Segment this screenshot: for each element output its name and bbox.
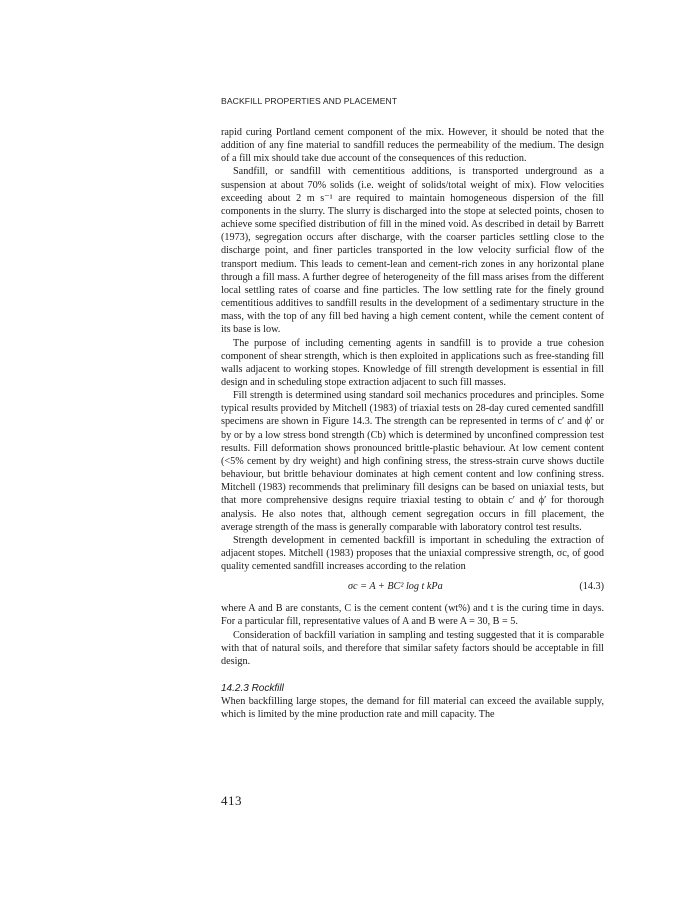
paragraph-1: rapid curing Portland cement component of the mix. However, it should be noted that the addition of any fine material to sandfill reduces the permeability of the medium. The design of a fill mix should take due account of the consequences of this reduction. [221, 127, 604, 165]
subsection-heading: 14.2.3 Rockfill [221, 683, 284, 695]
running-head: BACKFILL PROPERTIES AND PLACEMENT [221, 96, 398, 106]
paragraph-8: When backfilling large stopes, the demand for fill material can exceed the available supply, which is limited by the mine production rate and mill capacity. The [221, 696, 604, 721]
paragraph-6: where A and B are constants, C is the cement content (wt%) and t is the curing time in days. For a particular fill, representative values of A and B were A = 30, B = 5. [221, 603, 604, 628]
paragraph-2: Sandfill, or sandfill with cementitious additions, is transported underground as a suspension at about 70% solids (i.e. weight of solids/total weight of mix). Flow velocities exceeding about 2 m s⁻¹ are required to maintain homogeneous dispersion of the fill components in the slurry. The slurry is discharged into the stope at selected points, chosen to achieve some specified distribution of fill in the mined void. As described in detail by Barrett (1973), segregation occurs after discharge, with the coarser particles settling close to the discharge point, and finer particles transported in the low velocity surficial flow of the transport medium. This leads to cement-lean and cement-rich zones in any horizontal plane through a fill mass. A further degree of heterogeneity of the fill mass arises from the different local settling rates of coarse and fine particles. The low settling rate for the finely ground cementitious additives to sandfill results in the development of a sedimentary structure in the mass, with the top of any fill bed having a high cement content, while the cement content of its base is low. [221, 166, 604, 336]
paragraph-4: Fill strength is determined using standard soil mechanics procedures and principles. Some typical results provided by Mitchell (1983) of triaxial tests on 28-day cured cemented sandfill specimens are shown in Figure 14.3. The strength can be represented in terms of c′ and ϕ′ or by or by a low stress bond strength (Cb) which is determined by unconfined compression test results. Fill deformation shows pronounced brittle-plastic behaviour. At low cement content (<5% cement by dry weight) and high confining stress, the stress-strain curve shows ductile behaviour, but brittle behaviour dominates at high cement content and low confining stress. Mitchell (1983) recommends that preliminary fill designs can be based on uniaxial tests, but that more comprehensive designs require triaxial testing to obtain c′ and ϕ′ for thorough analysis. He also notes that, although cement segregation occurs in fill placement, the average strength of the mass is generally comparable with laboratory control test results. [221, 390, 604, 533]
body-text [221, 126, 604, 722]
paragraph-3: The purpose of including cementing agents in sandfill is to provide a true cohesion component of shear strength, which is then exploited in applications such as free-standing fill walls adjacent to working stopes. Knowledge of fill strength development is essential in fill design and in scheduling stope extraction adjacent to such fill masses. [221, 337, 604, 388]
equation-14-3 [221, 580, 604, 594]
equation-expression: σc = A + BC² log t kPa [348, 581, 443, 593]
page-number: 413 [221, 793, 242, 808]
paragraph-5: Strength development in cemented backfill is important in scheduling the extraction of adjacent stopes. Mitchell (1983) proposes that the uniaxial compressive strength, σc, of good quality cemented sandfill increases according to the relation [221, 534, 604, 573]
paragraph-7: Consideration of backfill variation in sampling and testing suggested that it is comparable with that of natural soils, and therefore that similar safety factors should be acceptable in fill design. [221, 629, 604, 667]
equation-number: (14.3) [579, 581, 604, 593]
